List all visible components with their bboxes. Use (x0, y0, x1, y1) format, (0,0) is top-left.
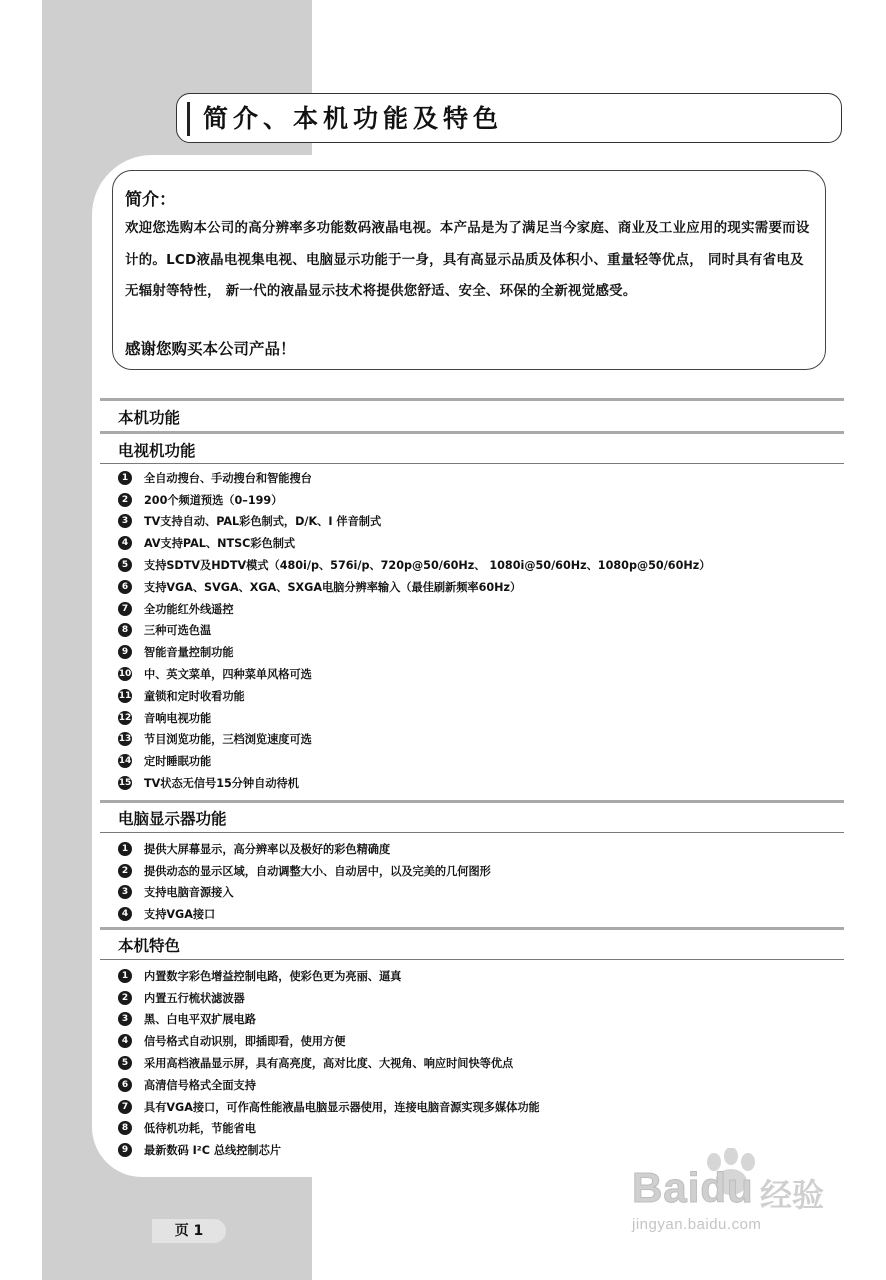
list-item-text: 提供大屏幕显示，高分辨率以及极好的彩色精确度 (144, 842, 391, 856)
page-number: 页 1 (152, 1219, 226, 1243)
number-bullet: 9 (118, 645, 132, 659)
pc-function-item (118, 860, 491, 882)
watermark-brand: Baidu (632, 1164, 754, 1211)
tv-function-item (118, 620, 710, 642)
list-item-text: 黑、白电平双扩展电路 (144, 1013, 256, 1027)
features-heading: 本机特色 (118, 937, 181, 955)
number-bullet: 2 (118, 864, 132, 878)
number-bullet: 11 (118, 690, 132, 701)
feature-item (118, 1139, 540, 1161)
feature-item (118, 1009, 540, 1031)
number-bullet: 4 (118, 907, 132, 921)
number-bullet: 10 (118, 669, 132, 680)
list-item-text: 音响电视功能 (144, 711, 212, 725)
intro-body: 欢迎您选购本公司的高分辨率多功能数码液晶电视。本产品是为了满足当今家庭、商业及工业应用的现实需要而设计的。LCD液晶电视集电视、电脑显示功能于一身，具有高显示品质及体积小、重量轻等优点， 同时具有省电及无辐射等特性， 新一代的液晶显示技术将提供您舒适、安全、环保的全新视觉感受。 (125, 221, 810, 299)
number-bullet: 7 (118, 602, 132, 616)
list-item-text: AV支持PAL、NTSC彩色制式 (144, 537, 296, 551)
feature-item (118, 965, 540, 987)
number-bullet: 14 (118, 756, 132, 767)
intro-thanks: 感谢您购买本公司产品！ (125, 340, 296, 358)
feature-item (118, 1030, 540, 1052)
baidu-jingyan-watermark (632, 1148, 842, 1248)
number-bullet: 3 (118, 514, 132, 528)
watermark-brand-cn: 经验 (760, 1176, 825, 1214)
list-item-text: 定时睡眠功能 (144, 755, 212, 769)
pc-function-item (118, 882, 491, 904)
number-bullet: 12 (118, 712, 132, 723)
list-item-text: 中、英文菜单，四种菜单风格可选 (144, 668, 312, 682)
pc-function-item (118, 903, 491, 925)
functions-heading: 本机功能 (118, 409, 181, 427)
list-item-text: 内置数字彩色增益控制电路，使彩色更为亮丽、逼真 (144, 969, 402, 983)
list-item-text: 智能音量控制功能 (144, 646, 234, 660)
number-bullet: 7 (118, 1100, 132, 1114)
feature-item (118, 1096, 540, 1118)
tv-functions-heading: 电视机功能 (118, 442, 196, 460)
list-item-text: 支持VGA接口 (144, 908, 216, 922)
number-bullet: 4 (118, 1034, 132, 1048)
list-item-text: 支持电脑音源接入 (144, 886, 234, 900)
number-bullet: 5 (118, 1056, 132, 1070)
feature-item (118, 1052, 540, 1074)
list-item-text: 全功能红外线遥控 (144, 602, 234, 616)
number-bullet: 2 (118, 991, 132, 1005)
pc-functions-list (118, 838, 491, 925)
feature-item (118, 987, 540, 1009)
list-item-text: 采用高档液晶显示屏，具有高亮度，高对比度、大视角、响应时间快等优点 (144, 1057, 514, 1071)
title-bar-accent (187, 102, 190, 136)
number-bullet: 8 (118, 623, 132, 637)
list-item-text: 高清信号格式全面支持 (144, 1078, 256, 1092)
tv-function-item (118, 772, 710, 794)
divider (100, 398, 844, 401)
divider (100, 927, 844, 930)
list-item-text: TV状态无信号15分钟自动待机 (144, 777, 299, 791)
pc-function-item (118, 838, 491, 860)
page-title: 简介、本机功能及特色 (203, 104, 504, 133)
divider (100, 800, 844, 803)
features-list (118, 965, 540, 1161)
feature-item (118, 1074, 540, 1096)
feature-item (118, 1118, 540, 1140)
tv-function-item (118, 576, 710, 598)
tv-function-item (118, 467, 710, 489)
intro-heading: 简介： (125, 190, 176, 210)
number-bullet: 6 (118, 1078, 132, 1092)
list-item-text: TV支持自动、PAL彩色制式，D/K、I 伴音制式 (144, 515, 382, 529)
number-bullet: 5 (118, 558, 132, 572)
number-bullet: 8 (118, 1121, 132, 1135)
divider (100, 832, 844, 833)
number-bullet: 9 (118, 1143, 132, 1157)
list-item-text: 童锁和定时收看功能 (144, 689, 245, 703)
tv-functions-list (118, 467, 710, 794)
tv-function-item (118, 598, 710, 620)
number-bullet: 3 (118, 885, 132, 899)
divider (100, 463, 844, 464)
list-item-text: 三种可选色温 (144, 624, 212, 638)
list-item-text: 具有VGA接口，可作高性能液晶电脑显示器使用，连接电脑音源实现多媒体功能 (144, 1100, 540, 1114)
list-item-text: 信号格式自动识别，即插即看，使用方便 (144, 1035, 346, 1049)
number-bullet: 6 (118, 580, 132, 594)
tv-function-item (118, 750, 710, 772)
tv-function-item (118, 489, 710, 511)
tv-function-item (118, 532, 710, 554)
number-bullet: 2 (118, 493, 132, 507)
divider (100, 431, 844, 434)
number-bullet: 3 (118, 1012, 132, 1026)
number-bullet: 13 (118, 734, 132, 745)
list-item-text: 全自动搜台、手动搜台和智能搜台 (144, 471, 312, 485)
list-item-text: 低待机功耗，节能省电 (144, 1122, 256, 1136)
divider (100, 959, 844, 960)
list-item-text: 支持SDTV及HDTV模式（480i/p、576i/p、720p@50/60Hz、 1080i@50/60Hz、1080p@50/60Hz） (144, 559, 711, 573)
number-bullet: 1 (118, 842, 132, 856)
tv-function-item (118, 663, 710, 685)
tv-function-item (118, 729, 710, 751)
list-item-text: 200个频道预选（0–199） (144, 493, 283, 507)
title-box (176, 93, 842, 143)
list-item-text: 最新数码 I²C 总线控制芯片 (144, 1144, 281, 1158)
list-item-text: 内置五行梳状滤波器 (144, 991, 245, 1005)
number-bullet: 1 (118, 969, 132, 983)
tv-function-item (118, 685, 710, 707)
number-bullet: 15 (118, 778, 132, 789)
tv-function-item (118, 641, 710, 663)
tv-function-item (118, 707, 710, 729)
tv-function-item (118, 511, 710, 533)
tv-function-item (118, 554, 710, 576)
pc-functions-heading: 电脑显示器功能 (118, 810, 227, 828)
number-bullet: 1 (118, 471, 132, 485)
intro-box (112, 170, 826, 370)
watermark-url: jingyan.baidu.com (632, 1216, 762, 1233)
list-item-text: 提供动态的显示区域，自动调整大小、自动居中，以及完美的几何图形 (144, 864, 491, 878)
list-item-text: 支持VGA、SVGA、XGA、SXGA电脑分辨率输入（最佳刷新频率60Hz） (144, 580, 522, 594)
number-bullet: 4 (118, 536, 132, 550)
list-item-text: 节目浏览功能，三档浏览速度可选 (144, 733, 312, 747)
